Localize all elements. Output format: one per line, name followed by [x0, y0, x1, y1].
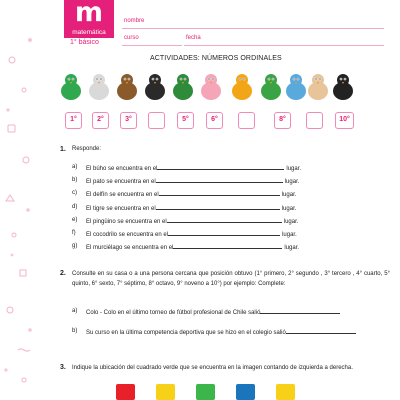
grade-label: 1° básico	[70, 39, 99, 46]
answer-blank[interactable]	[156, 177, 283, 183]
color-square	[276, 384, 295, 400]
q1-item-text: El delfín se encuentra en el	[86, 192, 159, 199]
q1-item	[86, 217, 298, 225]
q1-item	[86, 230, 297, 238]
hen-icon	[86, 70, 112, 104]
answer-blank[interactable]	[167, 217, 282, 223]
bat-icon	[142, 70, 168, 104]
color-square	[196, 384, 215, 400]
name-field[interactable]	[122, 28, 384, 29]
penguin-icon	[330, 70, 356, 104]
page-title: ACTIVIDADES: NÚMEROS ORDINALES	[150, 55, 282, 62]
answer-blank[interactable]	[173, 243, 282, 249]
q3-number: 3.	[60, 364, 66, 371]
q1-item-end: lugar.	[283, 218, 299, 225]
course-field[interactable]	[122, 45, 182, 46]
owl-icon	[114, 70, 140, 104]
q2-item-text: Colo - Colo en el último torneo de fútbol profesional de Chile salió	[86, 310, 261, 316]
q2-item-text: Su curso en la última competencia deportiva que se hizo en el colegio salió	[86, 330, 286, 336]
q1-item-letter: e)	[72, 216, 78, 223]
ordinal-box-blank[interactable]	[238, 112, 255, 129]
ordinal-box-blank[interactable]	[148, 112, 165, 129]
q1-item-end: lugar.	[284, 245, 300, 252]
q2-text: Consulte en su casa o a una persona cercana que posición obtuvo (1° primero, 2° segundo , 3° tercero , 4° cuarto, 5° quinto, 6° sexto, 7° séptimo, 8° octavo, 9° noveno a 10°) por ejemplo: Complete:	[72, 271, 390, 287]
tiger-icon	[229, 70, 255, 104]
ordinal-box-blank[interactable]	[306, 112, 323, 129]
q1-prompt: Responde:	[72, 146, 102, 152]
logo: m	[74, 0, 104, 28]
q1-item-text: El murciélago se encuentra en el	[86, 245, 174, 252]
q1-item-end: lugar.	[284, 179, 300, 186]
q1-item-letter: f)	[72, 230, 76, 236]
rooster-icon	[58, 70, 84, 104]
pig-icon	[198, 70, 224, 104]
name-label: nombre	[124, 18, 145, 24]
q1-item-text: El pingüino se encuentra en el	[86, 218, 167, 225]
color-square	[236, 384, 255, 400]
q1-item-text: El cocodrilo se encuentra en el	[86, 232, 169, 238]
q1-item-letter: d)	[72, 203, 78, 210]
q1-item-letter: a)	[72, 164, 78, 170]
answer-blank[interactable]	[156, 204, 280, 210]
q1-item-text: El tigre se encuentra en el	[86, 205, 156, 212]
seal-icon	[305, 70, 331, 104]
q1-item-end: lugar.	[281, 192, 297, 199]
q1-item	[86, 177, 299, 185]
ordinal-box: 3°	[120, 112, 137, 129]
answer-blank[interactable]	[159, 190, 280, 196]
q1-item-text: El pato se encuentra en el	[86, 179, 156, 186]
q1-item-text: El búho se encuentra en el	[86, 166, 158, 172]
q1-item-letter: g)	[72, 243, 78, 250]
q1-number: 1.	[60, 146, 66, 153]
q1-item	[86, 243, 299, 251]
q1-item-letter: b)	[72, 177, 78, 184]
color-square	[116, 384, 135, 400]
color-square	[156, 384, 175, 400]
answer-blank[interactable]	[260, 308, 340, 314]
q2-item-letter: a)	[72, 308, 78, 314]
ordinal-box: 2°	[92, 112, 109, 129]
ordinal-box: 1°	[65, 112, 82, 129]
q2-item	[86, 308, 340, 316]
answer-blank[interactable]	[168, 230, 280, 236]
date-field[interactable]	[184, 45, 384, 46]
q1-item-end: lugar.	[281, 205, 297, 212]
answer-blank[interactable]	[286, 328, 356, 334]
answer-blank[interactable]	[157, 164, 284, 170]
q2-item-letter: b)	[72, 328, 78, 334]
q1-item	[86, 164, 301, 172]
q1-item-end: lugar.	[282, 232, 297, 238]
duck-icon	[170, 70, 196, 104]
q1-item-letter: c)	[72, 190, 77, 197]
q1-item	[86, 190, 296, 198]
q1-item	[86, 204, 296, 212]
q2-number: 2.	[60, 270, 66, 277]
ordinal-box: 6°	[206, 112, 223, 129]
crocodile-icon	[258, 70, 284, 104]
q1-item-end: lugar.	[286, 166, 302, 172]
ordinal-box: 5°	[177, 112, 194, 129]
ordinal-box: 8°	[274, 112, 291, 129]
date-label: fecha	[186, 35, 201, 41]
q3-text: Indique la ubicación del cuadrado verde que se encuentra en la imagen contando de izquierda a derecha.	[72, 365, 353, 371]
logo-word: matemática	[64, 29, 114, 38]
q2-item	[86, 328, 356, 336]
ordinal-box: 10°	[335, 112, 354, 129]
course-label: curso	[124, 35, 139, 41]
